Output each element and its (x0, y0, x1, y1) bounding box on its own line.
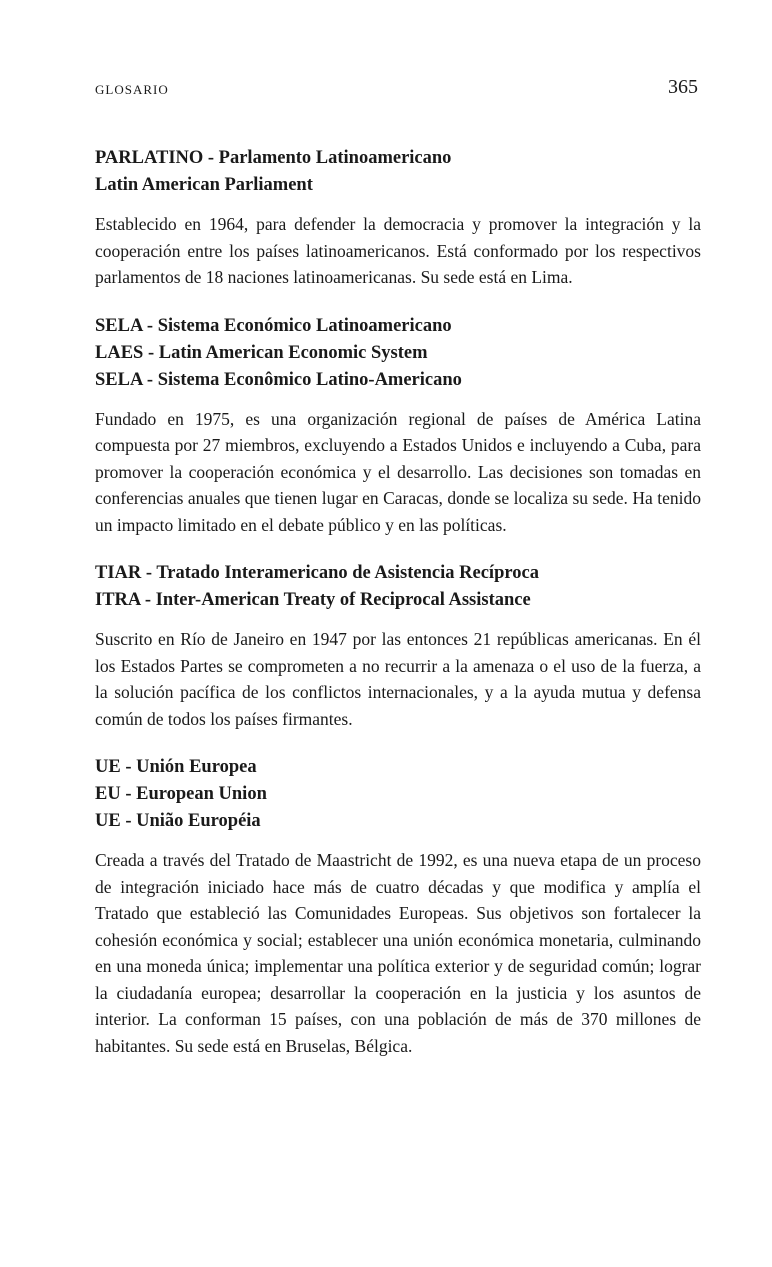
entry-heading: TIAR - Tratado Interamericano de Asistencia Recíproca (95, 563, 539, 583)
entry-heading: EU - European Union (95, 784, 267, 804)
glossary-content (95, 145, 701, 1081)
entry-headings (95, 313, 701, 394)
entry-definition: Creada a través del Tratado de Maastricht de 1992, es una nueva etapa de un proceso de integración iniciado hace más de cuatro décadas y que modifica y amplía el Tratado que estableció las Comunidades Europeas. Sus objetivos son fortalecer la cohesión económica y social; establecer una unión económica monetaria, culminando en una moneda única; implementar una política exterior y de seguridad común; lograr la ciudadanía europea; desarrollar la cooperación en la justicia y los asuntos de interior. La conforman 15 países, con una población de más de 370 millones de habitantes. Su sede está en Bruselas, Bélgica. (95, 850, 701, 1056)
entry-definition: Establecido en 1964, para defender la democracia y promover la integración y la cooperación entre los países latinoamericanos. Está conformado por los respectivos parlamentos de 18 naciones latinoamericanas. Su sede está en Lima. (95, 214, 701, 287)
glossary-entry-sela (95, 313, 701, 539)
glossary-entry-ue (95, 754, 701, 1059)
glossary-entry-parlatino (95, 145, 701, 291)
entry-heading: SELA - Sistema Econômico Latino-Americano (95, 369, 462, 390)
entry-heading: SELA - Sistema Económico Latinoamericano (95, 315, 452, 336)
glossary-entry-tiar (95, 560, 701, 732)
entry-heading: ITRA - Inter-American Treaty of Reciprocal Assistance (95, 590, 531, 610)
entry-headings (95, 754, 701, 835)
entry-headings (95, 145, 701, 199)
entry-definition: Suscrito en Río de Janeiro en 1947 por las entonces 21 repúblicas americanas. En él los Estados Partes se comprometen a no recurrir a la amenaza o el uso de la fuerza, a la solución pacífica de los conflictos internacionales, y a la ayuda mutua y defensa común de todos los países firmantes. (95, 629, 701, 729)
entry-heading: Latin American Parliament (95, 175, 313, 195)
entry-heading: UE - União Européia (95, 811, 261, 831)
entry-heading: UE - Unión Europea (95, 757, 257, 777)
entry-headings (95, 560, 701, 614)
entry-definition: Fundado en 1975, es una organización regional de países de América Latina compuesta por 27 miembros, excluyendo a Estados Unidos e incluyendo a Cuba, para promover la cooperación económica y el desarrollo. Las decisiones son tomadas en conferencias anuales que tienen lugar en Caracas, donde se localiza su sede. Ha tenido un impacto limitado en el debate público y en las políticas. (95, 408, 701, 535)
entry-heading: LAES - Latin American Economic System (95, 342, 428, 363)
entry-heading: PARLATINO - Parlamento Latinoamericano (95, 148, 452, 168)
running-head: GLOSARIO (95, 82, 169, 97)
page-number: 365 (668, 76, 698, 98)
